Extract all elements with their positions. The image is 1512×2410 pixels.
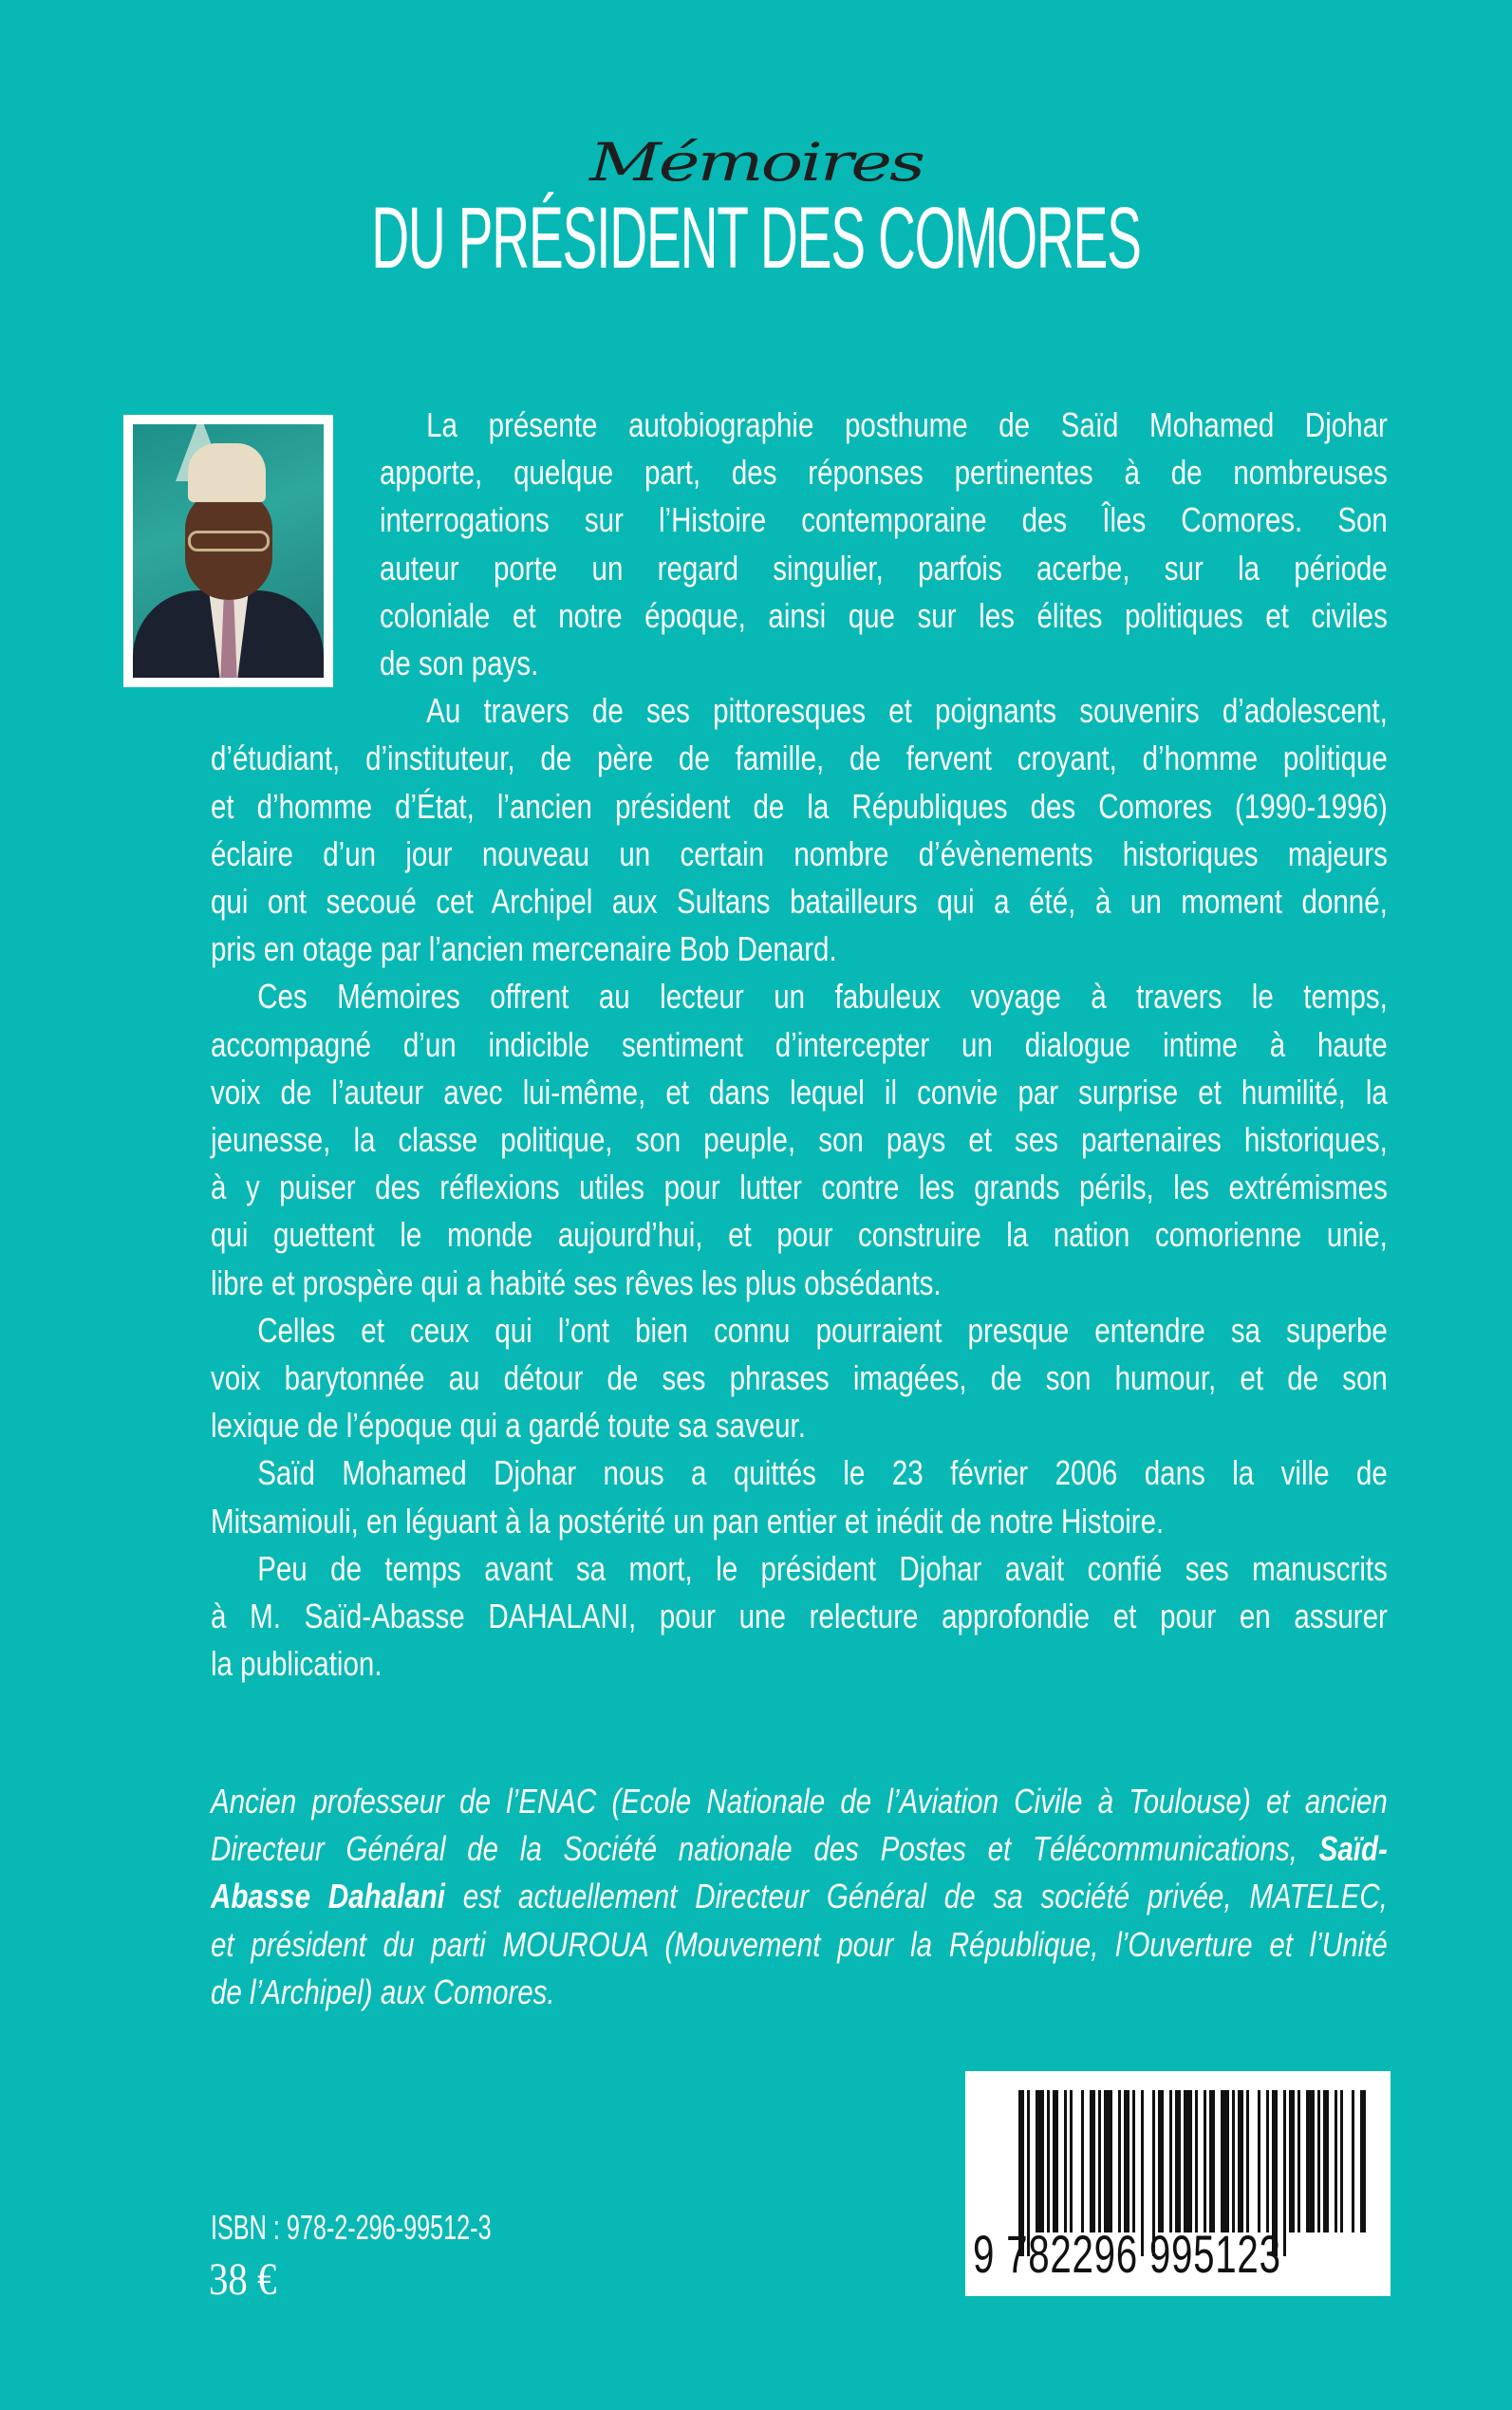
bio-line: et président du parti MOUROUA (Mouvement pour la République, l’Ouverture et l’Unité [211, 1924, 1388, 1964]
barcode-bar [1158, 2090, 1164, 2233]
blurb-line: Mitsamiouli, en léguant à la postérité un pan entier et inédit de notre Histoire. [211, 1501, 1165, 1541]
barcode-bar [1124, 2090, 1129, 2233]
barcode-bar [1289, 2090, 1295, 2233]
bio-line [211, 1825, 1388, 1873]
blurb-line: à M. Saïd-Abasse DAHALANI, pour une relecture approfondie et pour en assurer [211, 1597, 1388, 1636]
blurb-text [211, 402, 1388, 1688]
blurb-line: qui ont secoué cet Archipel aux Sultans batailleurs qui a été, à un moment donné, [211, 882, 1388, 922]
blurb-line: La présente autobiographie posthume de Saïd Mohamed Djohar [426, 405, 1388, 444]
barcode-bar [1070, 2090, 1073, 2233]
bio-line [211, 1873, 1388, 1920]
barcode-bar [1195, 2090, 1198, 2233]
barcode-bar [1104, 2090, 1112, 2233]
blurb-line: la publication. [211, 1644, 383, 1684]
barcode-bar [1266, 2090, 1269, 2233]
blurb-lines [211, 402, 1388, 1688]
blurb-line: de son pays. [379, 644, 539, 683]
barcode-bar [1053, 2090, 1058, 2233]
blurb-line: accompagné d’un indicible sentiment d’intercepter un dialogue intime à haute [211, 1024, 1388, 1064]
barcode-bar [1169, 2090, 1172, 2233]
barcode-bar [1098, 2090, 1101, 2233]
barcode-bar [1246, 2090, 1249, 2233]
bio-author-name: Abasse Dahalani [211, 1877, 445, 1916]
barcode-bar [1340, 2090, 1343, 2233]
blurb-line: et d’homme d’État, l’ancien président de la Républiques des Comores (1990-1996) [211, 786, 1388, 826]
book-title [0, 190, 1512, 287]
isbn-barcode [965, 2071, 1391, 2296]
barcode-bar [1232, 2090, 1235, 2233]
barcode-bar [1238, 2090, 1243, 2233]
script-title-memoires: Mémoires [588, 131, 924, 194]
barcode-bar [1081, 2090, 1084, 2233]
blurb-line: pris en otage par l’ancien mercenaire Bob Denard. [211, 929, 837, 969]
photo-spacer [211, 402, 380, 734]
barcode-bar [1335, 2090, 1337, 2233]
barcode-bar [1064, 2090, 1067, 2233]
blurb-line: Ces Mémoires offrent au lecteur un fabuleux voyage à travers le temps, [257, 977, 1388, 1017]
blurb-line: libre et prospère qui a habité ses rêves les plus obsédants. [211, 1262, 942, 1302]
barcode-bar [1258, 2090, 1260, 2233]
isbn-label: ISBN : 978-2-296-99512-3 [211, 2208, 492, 2247]
barcode-bar [1317, 2090, 1320, 2233]
blurb-line: qui guettent le monde aujourd’hui, et pour construire la nation comorienne unie, [211, 1215, 1388, 1255]
bio-text: Directeur Général de la Société nationale des Postes et Télécommunications, [211, 1829, 1319, 1869]
blurb-line: apporte, quelque part, des réponses pertinentes à de nombreuses [379, 453, 1388, 493]
barcode-bar [1209, 2090, 1215, 2233]
price-label: 38 € [209, 2254, 277, 2305]
blurb-line: auteur porte un regard singulier, parfois acerbe, sur la période [379, 548, 1388, 588]
barcode-bar [1352, 2090, 1354, 2233]
blurb-line: Peu de temps avant sa mort, le président Djohar avait confié ses manuscrits [257, 1548, 1388, 1588]
barcode-bar [1132, 2090, 1135, 2233]
barcode-bar [1090, 2090, 1095, 2233]
blurb-line: à y puiser des réflexions utiles pour lutter contre les grands périls, les extrémismes [211, 1168, 1388, 1207]
barcode-bar [1175, 2090, 1181, 2233]
barcode-bar [1283, 2090, 1286, 2256]
blurb-line: Au travers de ses pittoresques et poignants souvenirs d’adolescent, [426, 691, 1388, 731]
barcode-digits: 9 782296 995123 [973, 2224, 1281, 2284]
bio-author-name: Saïd- [1318, 1829, 1388, 1869]
barcode-bar [1118, 2090, 1121, 2233]
bio-line: de l’Archipel) aux Comores. [211, 1971, 555, 2011]
barcode-bar [1036, 2090, 1044, 2233]
blurb-line: Celles et ceux qui l’ont bien connu pourraient presque entendre sa superbe [257, 1310, 1388, 1350]
bio-line: Ancien professeur de l’ENAC (Ecole Nationale de l’Aviation Civile à Toulouse) et ancien [211, 1782, 1388, 1821]
barcode-bar [1360, 2090, 1366, 2233]
blurb-line: interrogations sur l’Histoire contemporaine des Îles Comores. Son [379, 500, 1388, 540]
barcode-bar [1204, 2090, 1206, 2233]
blurb-line: d’étudiant, d’instituteur, de père de famille, de fervent croyant, d’homme politique [211, 738, 1388, 778]
barcode-bar [1306, 2090, 1315, 2233]
barcode-bar [1297, 2090, 1300, 2233]
barcode-bar [1184, 2090, 1192, 2233]
bio-text: est actuellement Directeur Général de sa société privée, MATELEC, [444, 1877, 1388, 1916]
blurb-line: Saïd Mohamed Djohar nous a quittés le 23 février 2006 dans la ville de [257, 1453, 1388, 1493]
book-title-text: DU PRÉSIDENT DES COMORES [371, 190, 1141, 287]
blurb-line: coloniale et notre époque, ainsi que sur les élites politiques et civiles [379, 595, 1388, 635]
blurb-line: jeunesse, la classe politique, son peuple, son pays et ses partenaires historiques, [211, 1120, 1388, 1160]
blurb-line: voix barytonnée au détour de ses phrases imagées, de son humour, et de son [211, 1358, 1388, 1398]
barcode-bar [1047, 2090, 1050, 2233]
barcode-bar [1323, 2090, 1329, 2233]
blurb-line: éclaire d’un jour nouveau un certain nombre d’évènements historiques majeurs [211, 833, 1388, 873]
barcode-bar [1221, 2090, 1229, 2233]
blurb-line: lexique de l’époque qui a gardé toute sa saveur. [211, 1406, 806, 1446]
blurb-line: voix de l’auteur avec lui-même, et dans lequel il convie par surprise et humilité, la [211, 1072, 1388, 1112]
author-bio [211, 1778, 1388, 2016]
